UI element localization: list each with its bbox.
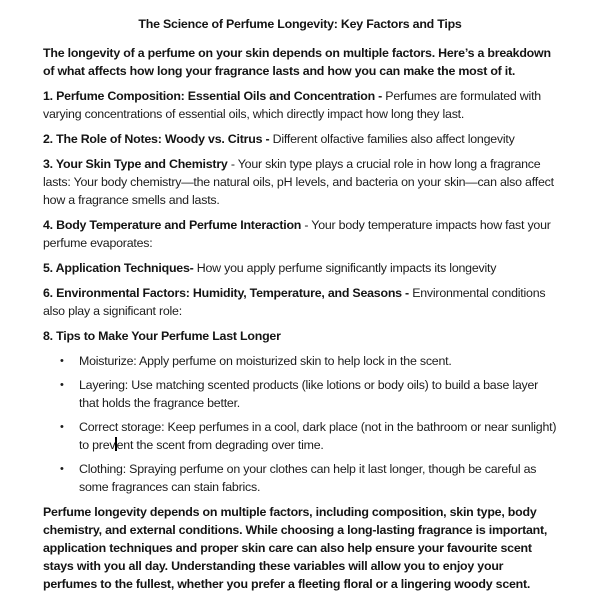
section-heading: 1. Perfume Composition: Essential Oils and Concentration - xyxy=(43,89,383,103)
section-paragraph-3 xyxy=(43,155,557,209)
section-heading: 5. Application Techniques- xyxy=(43,261,194,275)
section-heading: 6. Environmental Factors: Humidity, Temperature, and Seasons - xyxy=(43,286,409,300)
list-item xyxy=(43,352,557,370)
section-paragraph-4 xyxy=(43,216,557,252)
section-body: Different olfactive families also affect longevity xyxy=(269,132,515,146)
list-item xyxy=(43,460,557,496)
section-body: Environmental conditions also play a significant role: xyxy=(43,286,546,318)
list-item xyxy=(43,376,557,412)
list-item-text: Layering: Use matching scented products (like lotions or body oils) to build a base layer that holds the fragrance better. xyxy=(79,378,539,410)
tips-heading: 8. Tips to Make Your Perfume Last Longer xyxy=(43,329,281,343)
bullet-icon: • xyxy=(60,421,64,433)
section-heading: 4. Body Temperature and Perfume Interaction xyxy=(43,218,302,232)
section-paragraph-6 xyxy=(43,284,557,320)
list-item-text-before-cursor: Correct storage: Keep perfumes in a cool, dark place (not in the bathroom or near sunlight) to prev xyxy=(79,420,557,452)
intro-paragraph: The longevity of a perfume on your skin depends on multiple factors. Here’s a breakdown of what affects how long your fragrance lasts and how you can make the most of it. xyxy=(43,46,551,78)
section-heading: 3. Your Skin Type and Chemistry xyxy=(43,157,228,171)
list-item-text xyxy=(79,418,557,454)
list-item xyxy=(43,418,557,454)
section-body: - Your body temperature impacts how fast your perfume evaporates: xyxy=(43,218,551,250)
list-item-text-after-cursor: ent the scent from degrading over time. xyxy=(116,438,324,452)
section-paragraph-2 xyxy=(43,130,557,148)
section-paragraph-1 xyxy=(43,87,557,123)
section-body: - Your skin type plays a crucial role in how long a fragrance lasts: Your body chemistry—the natural oils, pH levels, and bacteria on your skin—can also affect how a fragrance smells and lasts. xyxy=(43,157,554,207)
section-body: Perfumes are formulated with varying concentrations of essential oils, which directly impact how long they last. xyxy=(43,89,541,121)
section-heading: 2. The Role of Notes: Woody vs. Citrus - xyxy=(43,132,270,146)
section-paragraph-5 xyxy=(43,259,557,277)
section-body: How you apply perfume significantly impacts its longevity xyxy=(193,261,497,275)
tips-list xyxy=(43,352,557,496)
bullet-icon: • xyxy=(60,379,64,391)
bullet-icon: • xyxy=(60,355,64,367)
document-title: The Science of Perfume Longevity: Key Factors and Tips xyxy=(138,17,462,31)
conclusion-paragraph: Perfume longevity depends on multiple factors, including composition, skin type, body chemistry, and external conditions. While choosing a long-lasting fragrance is important, application techniques and proper skin care can also help ensure your favourite scent stays with you all day. Understanding these variables will allow you to enjoy your perfumes to the fullest, whether you prefer a fleeting floral or a lingering woody scent. xyxy=(43,505,548,591)
bullet-icon: • xyxy=(60,463,64,475)
list-item-text: Moisturize: Apply perfume on moisturized skin to help lock in the scent. xyxy=(79,354,452,368)
list-item-text: Clothing: Spraying perfume on your clothes can help it last longer, though be careful as some fragrances can stain fabrics. xyxy=(79,462,537,494)
